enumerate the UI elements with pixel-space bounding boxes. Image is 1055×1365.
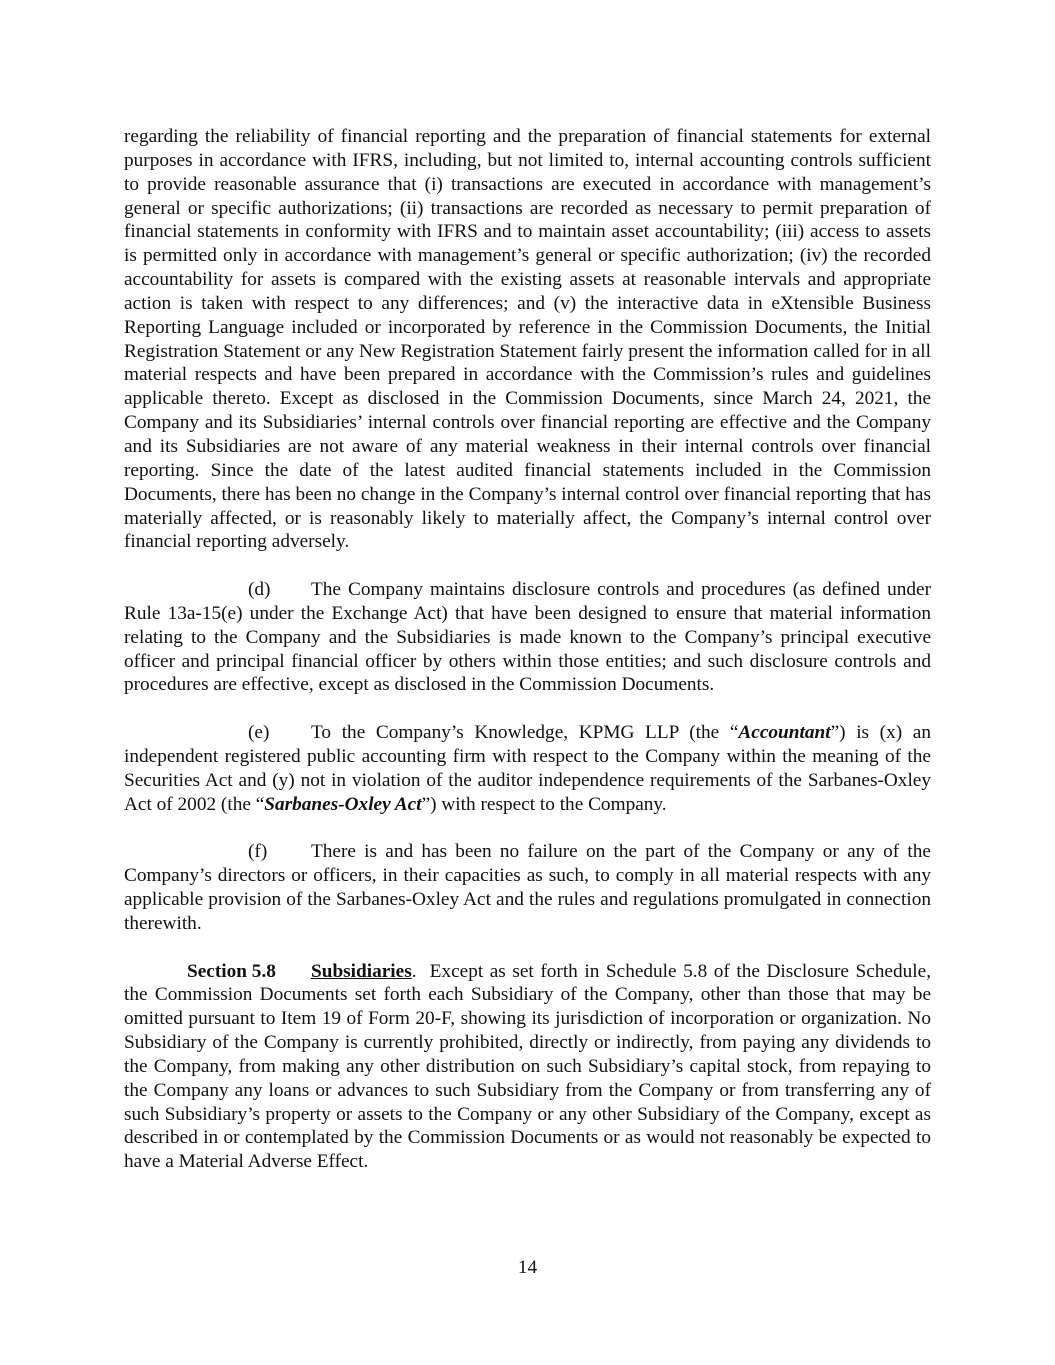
paragraph-f: (f) There is and has been no failure on the part of the Company or any of the Company’s directors or officers, in their capacities as such, to comply in all material respects with any applicable provision of the Sarbanes-Oxley Act and the rules and regulations promulgated in connection therewith. xyxy=(124,841,931,934)
paragraph-label: (f) xyxy=(248,841,268,863)
section-title: Subsidiaries xyxy=(311,960,412,982)
document-page xyxy=(124,125,931,1198)
paragraph-label: (d) xyxy=(248,579,271,601)
defined-term: Accountant xyxy=(738,722,831,744)
paragraph-d: (d) The Company maintains disclosure controls and procedures (as defined under Rule 13a-15(e) under the Exchange Act) that have been designed to ensure that material information relating to the Company and the Subsidiaries is made known to the Company’s principal executive officer and principal financial officer by others within those entities; and such disclosure controls and procedures are effective, except as disclosed in the Commission Documents. xyxy=(124,579,931,696)
paragraph-e: (e) To the Company’s Knowledge, KPMG LLP (the “Accountant”) is (x) an independent registered public accounting firm with respect to the Company within the meaning of the Securities Act and (y) not in violation of the auditor independence requirements of the Sarbanes-Oxley Act of 2002 (the “Sarbanes-Oxley Act”) with respect to the Company. xyxy=(124,722,931,815)
paragraph-label: (e) xyxy=(248,722,270,744)
defined-term: Sarbanes-Oxley Act xyxy=(264,793,422,815)
section-5-8: Section 5.8 Subsidiaries. Except as set forth in Schedule 5.8 of the Disclosure Schedule, the Commission Documents set forth each Subsidiary of the Company, other than those that may be omitted pursuant to Item 19 of Form 20-F, showing its jurisdiction of incorporation or organization. No Subsidiary of the Company is currently prohibited, directly or indirectly, from paying any dividends to the Company, from making any other distribution on such Subsidiary’s capital stock, from repaying to the Company any loans or advances to such Subsidiary from the Company or from transferring any of such Subsidiary’s property or assets to the Company or any other Subsidiary of the Company, except as described in or contemplated by the Commission Documents or as would not reasonably be expected to have a Material Adverse Effect. xyxy=(124,960,932,1173)
section-number: Section 5.8 xyxy=(187,960,276,982)
page-number: 14 xyxy=(517,1257,538,1278)
paragraph-c-continued: regarding the reliability of financial reporting and the preparation of financial statements for external purposes in accordance with IFRS, including, but not limited to, internal accounting controls sufficient to provide reasonable assurance that (i) transactions are executed in accordance with management’s general or specific authorizations; (ii) transactions are recorded as necessary to permit preparation of financial statements in conformity with IFRS and to maintain asset accountability; (iii) access to assets is permitted only in accordance with management’s general or specific authorization; (iv) the recorded accountability for assets is compared with the existing assets at reasonable intervals and appropriate action is taken with respect to any differences; and (v) the interactive data in eXtensible Business Reporting Language included or incorporated by reference in the Commission Documents, the Initial Registration Statement or any New Registration Statement fairly present the information called for in all material respects and have been prepared in accordance with the Commission’s rules and guidelines applicable thereto. Except as disclosed in the Commission Documents, since March 24, 2021, the Company and its Subsidiaries’ internal controls over financial reporting are effective and the Company and its Subsidiaries are not aware of any material weakness in their internal controls over financial reporting. Since the date of the latest audited financial statements included in the Commission Documents, there has been no change in the Company’s internal control over financial reporting that has materially affected, or is reasonably likely to materially affect, the Company’s internal control over financial reporting adversely. xyxy=(124,126,931,553)
